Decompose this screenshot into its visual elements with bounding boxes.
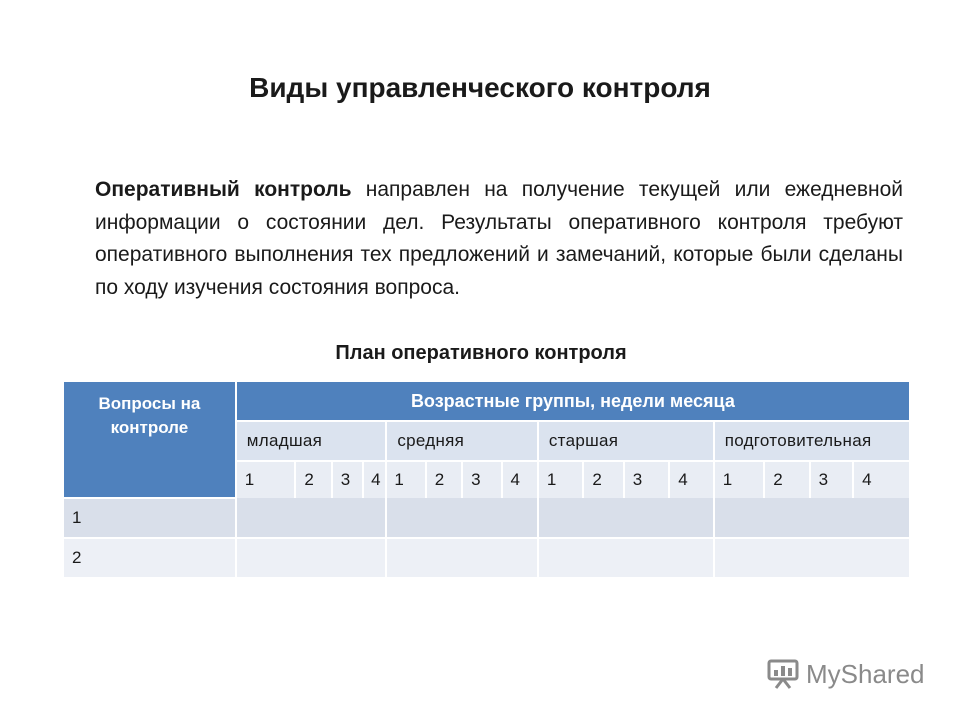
week-cell: 4: [669, 461, 713, 498]
watermark: [766, 654, 925, 694]
group-preparatory: подготовительная: [714, 421, 910, 461]
week-cell: 3: [462, 461, 501, 498]
header-questions-label: Вопросы на контроле: [98, 394, 201, 437]
group-senior: старшая: [538, 421, 714, 461]
week-cell: 4: [502, 461, 538, 498]
week-cell: 4: [853, 461, 910, 498]
group-middle: средняя: [386, 421, 538, 461]
header-age-groups: Возрастные группы, недели месяца: [236, 382, 910, 421]
table-cell: [236, 538, 387, 577]
week-cell: 1: [236, 461, 296, 498]
week-cell: 4: [363, 461, 386, 498]
plan-title-text: План оперативного контроля: [335, 342, 627, 364]
week-cell: 3: [624, 461, 669, 498]
table-cell: [538, 538, 714, 577]
watermark-text: MyShared: [806, 658, 925, 689]
table-cell: [386, 538, 538, 577]
week-cell: 1: [714, 461, 765, 498]
table-cell: [386, 498, 538, 538]
table-row: [64, 498, 910, 538]
week-cell: 2: [764, 461, 809, 498]
table-cell: [714, 498, 910, 538]
presentation-icon: [766, 657, 800, 691]
table-cell: [236, 498, 387, 538]
header-questions: [64, 382, 236, 498]
slide-title: Виды управленческого контроля: [249, 72, 711, 103]
week-cell: 2: [583, 461, 623, 498]
week-cell: 1: [538, 461, 583, 498]
week-cell: 1: [386, 461, 425, 498]
description-paragraph: [95, 174, 903, 304]
plan-title: [0, 342, 960, 365]
control-plan-table: [64, 382, 911, 577]
description-text: направлен на получение текущей или ежедневной информации о состоянии дел. Результаты оперативного контроля требуют оперативного выполнения тех предложений и замечаний, которые были сделаны по ходу изучения состояния вопроса.: [95, 178, 903, 299]
table-cell: [714, 538, 910, 577]
row-label: 2: [64, 538, 236, 577]
table-row: [64, 538, 910, 577]
table-cell: [538, 498, 714, 538]
week-cell: 3: [332, 461, 363, 498]
week-cell: 2: [426, 461, 462, 498]
week-cell: 2: [295, 461, 331, 498]
week-cell: 3: [810, 461, 853, 498]
row-label: 1: [64, 498, 236, 538]
group-junior: младшая: [236, 421, 387, 461]
term-bold: Оперативный контроль: [95, 178, 352, 201]
